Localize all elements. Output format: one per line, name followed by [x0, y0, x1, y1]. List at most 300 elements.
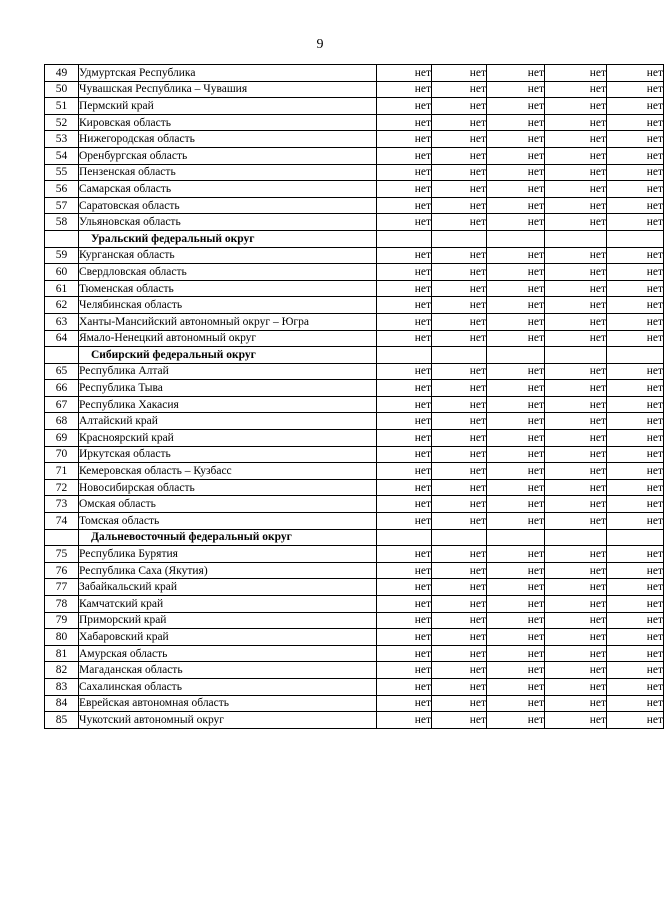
value-cell: нет: [607, 297, 664, 314]
row-number: 81: [45, 645, 79, 662]
value-cell: нет: [377, 629, 432, 646]
row-number: 60: [45, 264, 79, 281]
row-number: 84: [45, 695, 79, 712]
table-row: [45, 662, 664, 679]
value-cell: нет: [607, 579, 664, 596]
value-cell: нет: [607, 131, 664, 148]
district-header-row: [45, 347, 664, 364]
value-cell: нет: [487, 147, 545, 164]
value-cell: нет: [377, 430, 432, 447]
value-cell: нет: [545, 313, 607, 330]
value-cell: нет: [487, 562, 545, 579]
value-cell: нет: [377, 114, 432, 131]
value-cell: нет: [487, 313, 545, 330]
value-cell: нет: [607, 164, 664, 181]
value-cell: нет: [487, 645, 545, 662]
value-cell: нет: [607, 380, 664, 397]
value-cell: нет: [432, 396, 487, 413]
value-cell: нет: [545, 645, 607, 662]
value-cell: нет: [607, 695, 664, 712]
region-name: Сахалинская область: [79, 678, 377, 695]
region-name: Амурская область: [79, 645, 377, 662]
region-name: Кировская область: [79, 114, 377, 131]
row-number: 67: [45, 396, 79, 413]
row-number: 78: [45, 596, 79, 613]
value-cell: нет: [432, 430, 487, 447]
table-row: [45, 629, 664, 646]
value-cell: нет: [607, 81, 664, 98]
region-name: Магаданская область: [79, 662, 377, 679]
row-number: 70: [45, 446, 79, 463]
value-cell: нет: [432, 280, 487, 297]
regions-table-body: [45, 65, 664, 729]
value-cell: нет: [545, 546, 607, 563]
row-number: 61: [45, 280, 79, 297]
value-cell: нет: [607, 546, 664, 563]
value-cell: нет: [545, 363, 607, 380]
value-cell: нет: [377, 645, 432, 662]
region-name: Оренбургская область: [79, 147, 377, 164]
value-cell: нет: [545, 131, 607, 148]
value-cell: нет: [545, 463, 607, 480]
value-cell: нет: [545, 214, 607, 231]
value-cell: нет: [432, 479, 487, 496]
value-cell: нет: [545, 247, 607, 264]
value-cell: нет: [545, 98, 607, 115]
row-number: 75: [45, 546, 79, 563]
value-cell: нет: [377, 695, 432, 712]
row-number: 52: [45, 114, 79, 131]
table-row: [45, 247, 664, 264]
value-cell: нет: [377, 81, 432, 98]
row-number: 71: [45, 463, 79, 480]
value-cell: нет: [607, 147, 664, 164]
region-name: Республика Алтай: [79, 363, 377, 380]
value-cell: нет: [607, 612, 664, 629]
value-cell: нет: [545, 479, 607, 496]
row-number: 59: [45, 247, 79, 264]
value-cell: нет: [607, 181, 664, 198]
value-cell: нет: [377, 330, 432, 347]
row-number-cell: [45, 347, 79, 364]
district-name: Дальневосточный федеральный округ: [79, 529, 377, 546]
table-row: [45, 147, 664, 164]
region-name: Курганская область: [79, 247, 377, 264]
value-cell: нет: [432, 645, 487, 662]
value-cell: нет: [487, 662, 545, 679]
value-cell: нет: [432, 264, 487, 281]
value-cell: нет: [432, 197, 487, 214]
value-cell: нет: [487, 678, 545, 695]
table-row: [45, 264, 664, 281]
row-number: 76: [45, 562, 79, 579]
value-cell: [377, 347, 432, 364]
row-number: 56: [45, 181, 79, 198]
table-row: [45, 65, 664, 82]
row-number: 85: [45, 712, 79, 729]
table-row: [45, 81, 664, 98]
value-cell: нет: [607, 396, 664, 413]
table-row: [45, 380, 664, 397]
row-number: 64: [45, 330, 79, 347]
table-row: [45, 579, 664, 596]
value-cell: нет: [607, 114, 664, 131]
row-number: 66: [45, 380, 79, 397]
value-cell: нет: [487, 297, 545, 314]
value-cell: нет: [607, 712, 664, 729]
region-name: Свердловская область: [79, 264, 377, 281]
value-cell: нет: [377, 596, 432, 613]
value-cell: нет: [545, 662, 607, 679]
value-cell: нет: [377, 214, 432, 231]
table-row: [45, 513, 664, 530]
table-row: [45, 463, 664, 480]
value-cell: [377, 230, 432, 247]
region-name: Кемеровская область – Кузбасс: [79, 463, 377, 480]
region-name: Новосибирская область: [79, 479, 377, 496]
value-cell: [545, 230, 607, 247]
value-cell: нет: [545, 81, 607, 98]
region-name: Республика Бурятия: [79, 546, 377, 563]
row-number: 57: [45, 197, 79, 214]
value-cell: нет: [607, 596, 664, 613]
value-cell: нет: [377, 712, 432, 729]
value-cell: нет: [487, 446, 545, 463]
row-number: 55: [45, 164, 79, 181]
value-cell: нет: [607, 446, 664, 463]
value-cell: нет: [432, 463, 487, 480]
value-cell: нет: [432, 712, 487, 729]
value-cell: нет: [377, 164, 432, 181]
value-cell: [487, 529, 545, 546]
table-row: [45, 98, 664, 115]
value-cell: нет: [377, 131, 432, 148]
value-cell: нет: [545, 446, 607, 463]
value-cell: нет: [545, 114, 607, 131]
district-header-row: [45, 230, 664, 247]
value-cell: нет: [432, 181, 487, 198]
table-row: [45, 330, 664, 347]
value-cell: нет: [607, 363, 664, 380]
value-cell: нет: [487, 214, 545, 231]
value-cell: нет: [545, 596, 607, 613]
value-cell: нет: [545, 147, 607, 164]
region-name: Камчатский край: [79, 596, 377, 613]
value-cell: нет: [545, 396, 607, 413]
value-cell: нет: [545, 695, 607, 712]
region-name: Алтайский край: [79, 413, 377, 430]
value-cell: нет: [545, 65, 607, 82]
row-number: 53: [45, 131, 79, 148]
value-cell: нет: [377, 479, 432, 496]
value-cell: нет: [487, 596, 545, 613]
value-cell: нет: [487, 579, 545, 596]
value-cell: нет: [377, 612, 432, 629]
table-row: [45, 562, 664, 579]
table-row: [45, 131, 664, 148]
region-name: Иркутская область: [79, 446, 377, 463]
row-number: 68: [45, 413, 79, 430]
value-cell: нет: [487, 114, 545, 131]
value-cell: нет: [377, 264, 432, 281]
value-cell: нет: [545, 280, 607, 297]
row-number: 54: [45, 147, 79, 164]
value-cell: нет: [545, 579, 607, 596]
region-name: Тюменская область: [79, 280, 377, 297]
table-row: [45, 496, 664, 513]
value-cell: нет: [545, 513, 607, 530]
row-number: 65: [45, 363, 79, 380]
table-row: [45, 645, 664, 662]
value-cell: нет: [432, 579, 487, 596]
value-cell: нет: [545, 612, 607, 629]
value-cell: нет: [545, 181, 607, 198]
value-cell: нет: [545, 330, 607, 347]
value-cell: нет: [607, 313, 664, 330]
value-cell: нет: [432, 695, 487, 712]
regions-table: [44, 64, 664, 729]
value-cell: нет: [607, 430, 664, 447]
region-name: Чувашская Республика – Чувашия: [79, 81, 377, 98]
value-cell: нет: [432, 313, 487, 330]
value-cell: нет: [432, 446, 487, 463]
region-name: Удмуртская Республика: [79, 65, 377, 82]
value-cell: нет: [432, 546, 487, 563]
value-cell: нет: [432, 596, 487, 613]
region-name: Ульяновская область: [79, 214, 377, 231]
value-cell: нет: [487, 380, 545, 397]
value-cell: [545, 347, 607, 364]
value-cell: нет: [377, 662, 432, 679]
value-cell: нет: [487, 131, 545, 148]
region-name: Еврейская автономная область: [79, 695, 377, 712]
value-cell: нет: [377, 197, 432, 214]
row-number: 50: [45, 81, 79, 98]
value-cell: нет: [432, 214, 487, 231]
value-cell: нет: [607, 496, 664, 513]
row-number: 51: [45, 98, 79, 115]
value-cell: нет: [607, 479, 664, 496]
value-cell: нет: [432, 247, 487, 264]
table-row: [45, 612, 664, 629]
value-cell: нет: [487, 280, 545, 297]
page-number: 9: [316, 37, 324, 52]
table-row: [45, 479, 664, 496]
value-cell: нет: [545, 712, 607, 729]
value-cell: нет: [487, 247, 545, 264]
value-cell: нет: [432, 380, 487, 397]
value-cell: нет: [432, 114, 487, 131]
value-cell: нет: [432, 147, 487, 164]
table-row: [45, 596, 664, 613]
table-row: [45, 181, 664, 198]
value-cell: нет: [487, 197, 545, 214]
value-cell: нет: [607, 280, 664, 297]
value-cell: нет: [432, 678, 487, 695]
value-cell: нет: [432, 65, 487, 82]
value-cell: нет: [377, 147, 432, 164]
row-number: 82: [45, 662, 79, 679]
value-cell: нет: [377, 513, 432, 530]
row-number: 74: [45, 513, 79, 530]
value-cell: нет: [545, 380, 607, 397]
value-cell: [607, 230, 664, 247]
value-cell: нет: [607, 678, 664, 695]
table-row: [45, 712, 664, 729]
region-name: Нижегородская область: [79, 131, 377, 148]
value-cell: нет: [487, 98, 545, 115]
region-name: Хабаровский край: [79, 629, 377, 646]
row-number: 80: [45, 629, 79, 646]
value-cell: нет: [487, 430, 545, 447]
value-cell: нет: [487, 712, 545, 729]
region-name: Красноярский край: [79, 430, 377, 447]
value-cell: нет: [377, 363, 432, 380]
region-name: Ханты-Мансийский автономный округ – Югра: [79, 313, 377, 330]
value-cell: нет: [377, 413, 432, 430]
value-cell: нет: [432, 662, 487, 679]
value-cell: нет: [377, 446, 432, 463]
value-cell: нет: [487, 463, 545, 480]
value-cell: нет: [432, 413, 487, 430]
region-name: Ямало-Ненецкий автономный округ: [79, 330, 377, 347]
value-cell: нет: [607, 264, 664, 281]
value-cell: нет: [432, 297, 487, 314]
value-cell: нет: [487, 546, 545, 563]
value-cell: нет: [545, 264, 607, 281]
table-row: [45, 446, 664, 463]
region-name: Челябинская область: [79, 297, 377, 314]
region-name: Приморский край: [79, 612, 377, 629]
value-cell: нет: [607, 214, 664, 231]
value-cell: нет: [432, 629, 487, 646]
value-cell: [432, 529, 487, 546]
region-name: Омская область: [79, 496, 377, 513]
value-cell: [432, 347, 487, 364]
value-cell: нет: [607, 463, 664, 480]
value-cell: нет: [432, 164, 487, 181]
value-cell: нет: [432, 81, 487, 98]
value-cell: нет: [607, 65, 664, 82]
row-number: 58: [45, 214, 79, 231]
value-cell: нет: [545, 629, 607, 646]
value-cell: нет: [545, 164, 607, 181]
value-cell: нет: [377, 579, 432, 596]
value-cell: нет: [432, 496, 487, 513]
value-cell: нет: [432, 330, 487, 347]
table-row: [45, 197, 664, 214]
row-number: 73: [45, 496, 79, 513]
value-cell: нет: [487, 413, 545, 430]
table-row: [45, 678, 664, 695]
value-cell: нет: [487, 496, 545, 513]
value-cell: нет: [487, 81, 545, 98]
table-row: [45, 430, 664, 447]
region-name: Чукотский автономный округ: [79, 712, 377, 729]
region-name: Республика Саха (Якутия): [79, 562, 377, 579]
value-cell: нет: [545, 678, 607, 695]
value-cell: нет: [487, 330, 545, 347]
value-cell: нет: [545, 297, 607, 314]
row-number: 83: [45, 678, 79, 695]
value-cell: нет: [487, 629, 545, 646]
region-name: Саратовская область: [79, 197, 377, 214]
value-cell: нет: [607, 98, 664, 115]
table-row: [45, 546, 664, 563]
region-name: Пермский край: [79, 98, 377, 115]
value-cell: нет: [432, 131, 487, 148]
value-cell: нет: [487, 264, 545, 281]
value-cell: нет: [487, 181, 545, 198]
region-name: Республика Тыва: [79, 380, 377, 397]
value-cell: [607, 529, 664, 546]
value-cell: [487, 347, 545, 364]
table-row: [45, 363, 664, 380]
value-cell: нет: [607, 413, 664, 430]
region-name: Томская область: [79, 513, 377, 530]
value-cell: [377, 529, 432, 546]
row-number-cell: [45, 230, 79, 247]
table-row: [45, 313, 664, 330]
value-cell: нет: [487, 65, 545, 82]
value-cell: нет: [487, 479, 545, 496]
value-cell: нет: [432, 562, 487, 579]
district-name: Уральский федеральный округ: [79, 230, 377, 247]
value-cell: нет: [377, 98, 432, 115]
table-row: [45, 280, 664, 297]
row-number: 69: [45, 430, 79, 447]
value-cell: нет: [377, 297, 432, 314]
value-cell: нет: [432, 98, 487, 115]
table-row: [45, 214, 664, 231]
value-cell: нет: [487, 612, 545, 629]
value-cell: нет: [377, 65, 432, 82]
row-number: 79: [45, 612, 79, 629]
row-number: 62: [45, 297, 79, 314]
table-row: [45, 164, 664, 181]
district-header-row: [45, 529, 664, 546]
value-cell: нет: [607, 629, 664, 646]
value-cell: нет: [432, 513, 487, 530]
value-cell: нет: [487, 695, 545, 712]
row-number: 72: [45, 479, 79, 496]
value-cell: нет: [607, 562, 664, 579]
district-name: Сибирский федеральный округ: [79, 347, 377, 364]
value-cell: нет: [487, 396, 545, 413]
row-number: 63: [45, 313, 79, 330]
value-cell: нет: [377, 562, 432, 579]
value-cell: нет: [377, 280, 432, 297]
value-cell: нет: [377, 247, 432, 264]
value-cell: нет: [545, 430, 607, 447]
value-cell: нет: [377, 313, 432, 330]
value-cell: нет: [487, 363, 545, 380]
table-row: [45, 297, 664, 314]
value-cell: нет: [607, 645, 664, 662]
value-cell: нет: [607, 513, 664, 530]
value-cell: нет: [607, 197, 664, 214]
value-cell: нет: [377, 463, 432, 480]
value-cell: нет: [377, 678, 432, 695]
value-cell: нет: [607, 247, 664, 264]
region-name: Самарская область: [79, 181, 377, 198]
row-number: 77: [45, 579, 79, 596]
value-cell: нет: [607, 330, 664, 347]
value-cell: нет: [545, 496, 607, 513]
value-cell: нет: [377, 546, 432, 563]
region-name: Республика Хакасия: [79, 396, 377, 413]
value-cell: нет: [432, 363, 487, 380]
